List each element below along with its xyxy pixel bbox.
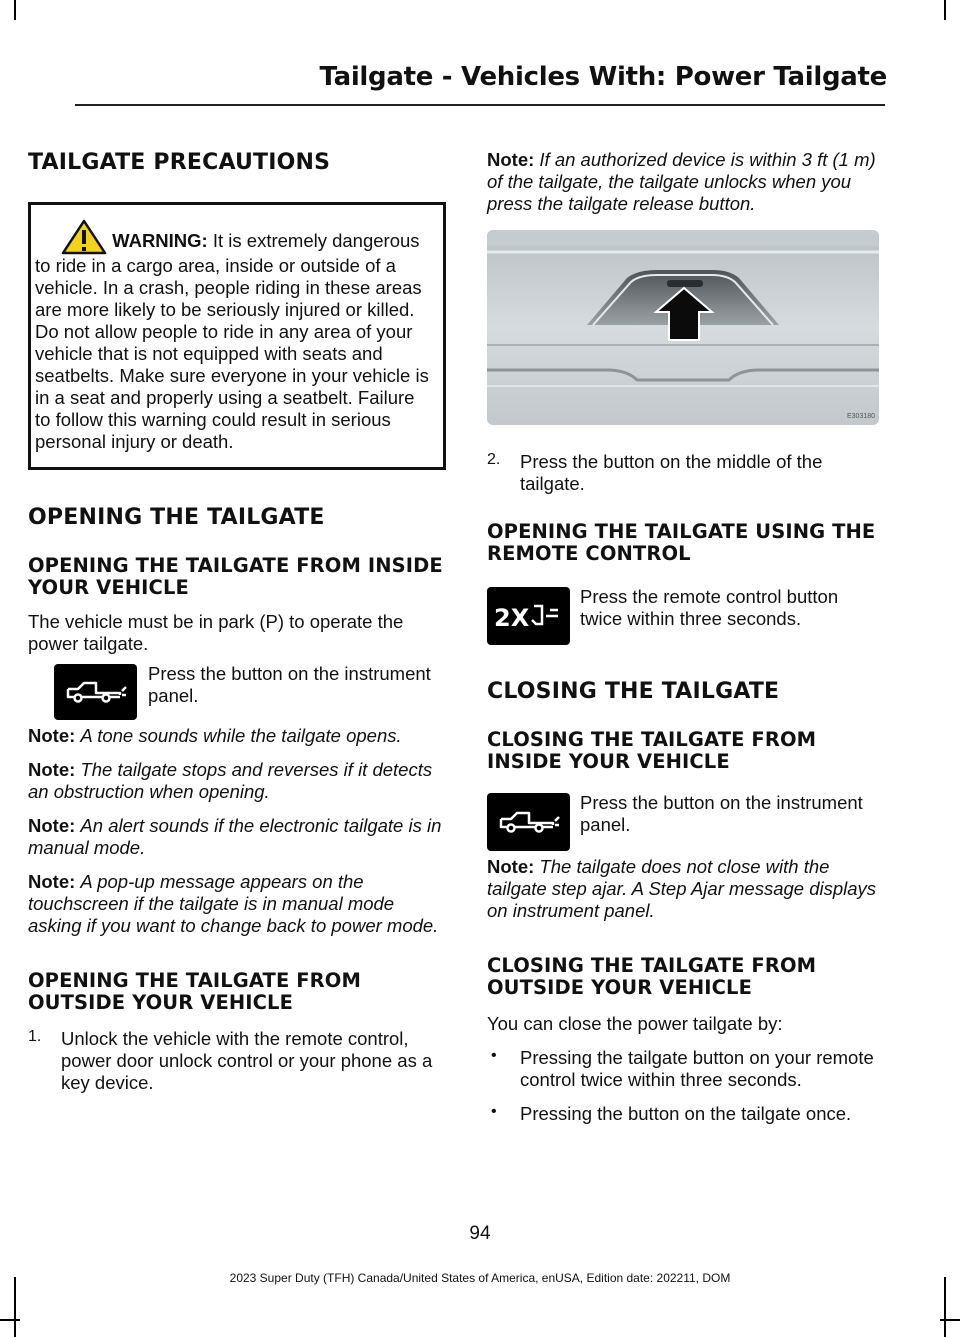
step-1 — [28, 1028, 446, 1094]
note-popup: Note: A pop-up message appears on the touchscreen if the tailgate is in manual mode asking if you want to change back to power mode. — [28, 871, 439, 936]
crop-mark — [14, 1277, 16, 1337]
warning-text: It is extremely dangerous to ride in a cargo area, inside or outside of a vehicle. In a crash, people riding in these areas are more likely to be seriously injured or killed. Do not allow people to ride in any area of your vehicle that is not equipped with seats and seatbelts. Make sure everyone in your vehicle is in a seat and properly using a seatbelt. Failure to follow this warning could result in serious personal injury or death. — [35, 230, 429, 452]
heading-close-from-inside: CLOSING THE TAILGATE FROM INSIDE YOUR VEHICLE — [487, 728, 817, 773]
header-divider — [75, 104, 885, 106]
heading-opening-tailgate: OPENING THE TAILGATE — [28, 505, 325, 530]
close-instrument-panel-instruction — [487, 793, 879, 851]
tailgate-button-icon — [487, 793, 570, 851]
close-intro-text: You can close the power tailgate by: — [487, 1013, 783, 1034]
note-obstruction: Note: The tailgate stops and reverses if it detects an obstruction when opening. — [28, 759, 433, 802]
tailgate-button-icon — [54, 664, 137, 720]
note-step-ajar: Note: The tailgate does not close with the tailgate step ajar. A Step Ajar message displays on instrument panel. — [487, 856, 877, 921]
remote-instruction — [487, 587, 879, 645]
crop-mark — [0, 1319, 20, 1321]
note-authorized-device: Note: If an authorized device is within 3 ft (1 m) of the tailgate, the tailgate unlocks when you press the tailgate release button. — [487, 149, 876, 214]
list-item — [487, 1047, 879, 1091]
note-alert: Note: An alert sounds if the electronic tailgate is in manual mode. — [28, 815, 442, 858]
warning-box — [28, 202, 446, 470]
bullet-marker: • — [491, 1047, 497, 1064]
heading-open-from-outside: OPENING THE TAILGATE FROM OUTSIDE YOUR VEHICLE — [28, 969, 361, 1014]
page-title: Tailgate - Vehicles With: Power Tailgate — [319, 62, 887, 92]
step-number: 2. — [487, 451, 501, 468]
heading-open-from-inside: OPENING THE TAILGATE FROM INSIDE YOUR VEHICLE — [28, 554, 443, 599]
photo-code: E303180 — [847, 413, 876, 420]
remote-2x-icon — [487, 587, 570, 645]
park-requirement-text: The vehicle must be in park (P) to operate the power tailgate. — [28, 611, 404, 654]
bullet-marker: • — [491, 1103, 497, 1120]
warning-triangle-icon — [61, 219, 107, 255]
remote-text: Press the remote control button twice within three seconds. — [580, 586, 839, 629]
tailgate-button-photo — [487, 230, 879, 425]
step-text: Unlock the vehicle with the remote control, power door unlock control or your phone as a key device. — [61, 1028, 433, 1093]
instrument-panel-instruction — [28, 664, 446, 720]
crop-mark — [944, 0, 946, 20]
heading-open-remote: OPENING THE TAILGATE USING THE REMOTE CONTROL — [487, 520, 876, 565]
warning-label: WARNING: — [112, 230, 208, 251]
list-item — [487, 1103, 879, 1125]
heading-closing-tailgate: CLOSING THE TAILGATE — [487, 679, 780, 704]
right-column — [487, 149, 879, 1125]
footer-text: 2023 Super Duty (TFH) Canada/United States of America, enUSA, Edition date: 202211, DOM — [229, 1271, 731, 1285]
crop-mark — [940, 1319, 960, 1321]
crop-mark — [944, 1277, 946, 1337]
press-instrument-panel-text: Press the button on the instrument panel. — [580, 792, 863, 835]
step-text: Press the button on the middle of the tailgate. — [520, 451, 823, 494]
list-item-text: Pressing the tailgate button on your remote control twice within three seconds. — [520, 1047, 874, 1090]
left-column — [28, 145, 446, 1094]
crop-mark — [14, 0, 16, 20]
step-number: 1. — [28, 1028, 42, 1045]
heading-close-from-outside: CLOSING THE TAILGATE FROM OUTSIDE YOUR VEHICLE — [487, 954, 817, 999]
step-2 — [487, 451, 879, 495]
press-instrument-panel-text: Press the button on the instrument panel. — [148, 663, 431, 706]
note-tone: Note: A tone sounds while the tailgate opens. — [28, 725, 402, 746]
list-item-text: Pressing the button on the tailgate once. — [520, 1103, 852, 1124]
svg-text:2X: 2X — [493, 604, 529, 632]
heading-tailgate-precautions: TAILGATE PRECAUTIONS — [28, 150, 331, 175]
page-number: 94 — [469, 1223, 491, 1244]
